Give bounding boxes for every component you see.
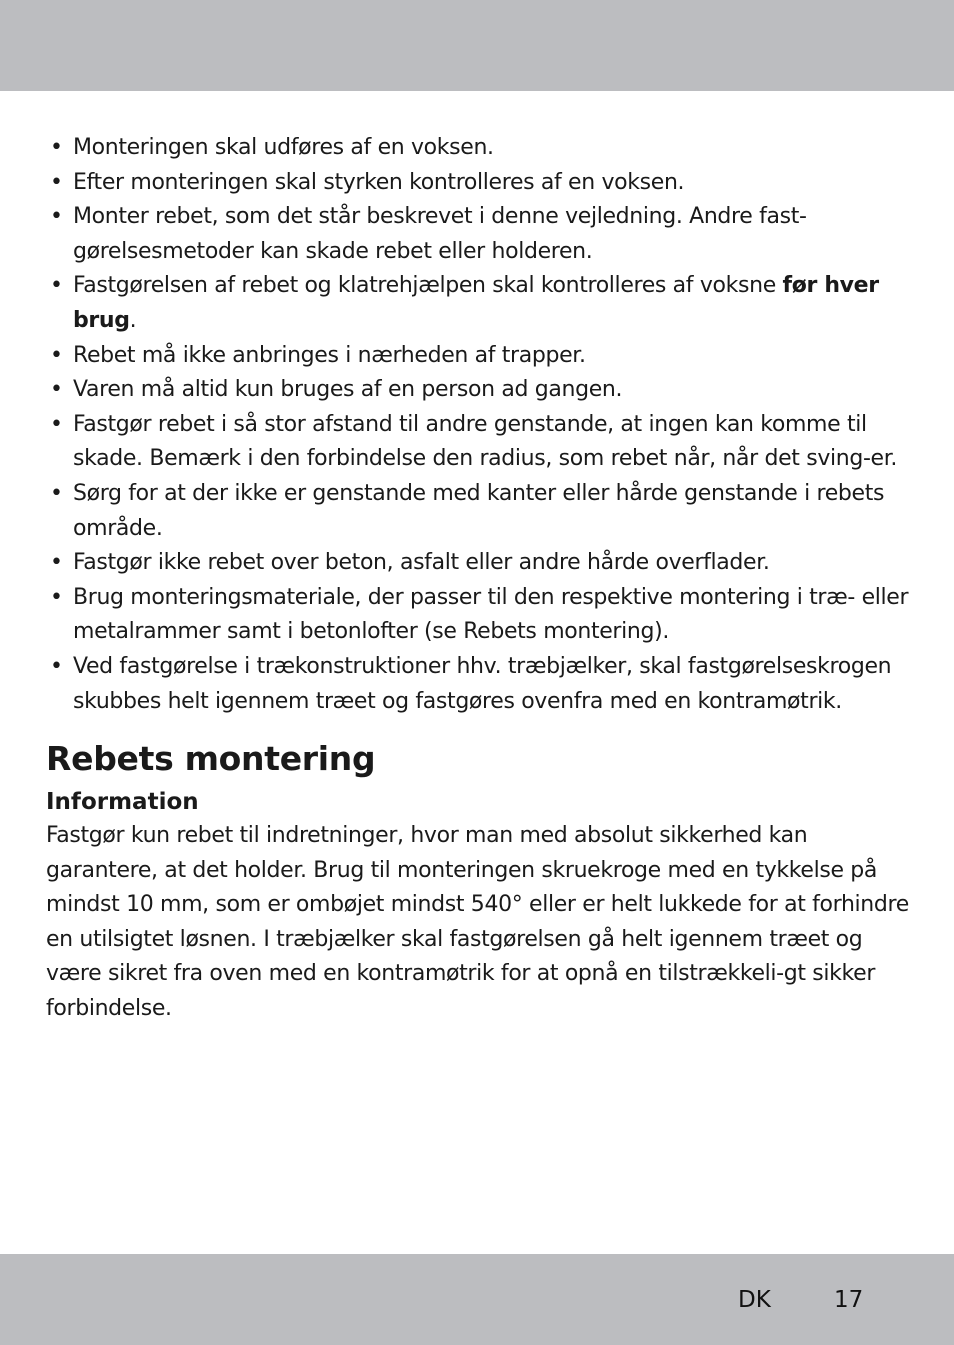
emphasis-text: før hver brug — [73, 273, 879, 333]
list-item: • Efter monteringen skal styrken kontrolleres af en voksen. — [46, 166, 916, 201]
bullet-icon: • — [50, 377, 63, 403]
list-item: • Sørg for at der ikke er genstande med kanter eller hårde genstande i rebets område. — [46, 477, 916, 546]
header-band — [0, 0, 954, 91]
page-content — [46, 131, 916, 1027]
list-item: • Monteringen skal udføres af en voksen. — [46, 131, 916, 166]
list-item: • Varen må altid kun bruges af en person ad gangen. — [46, 373, 916, 408]
section-title: Rebets montering — [46, 739, 376, 779]
bullet-icon: • — [50, 342, 63, 368]
information-paragraph: Fastgør kun rebet til indretninger, hvor man med absolut sikkerhed kan garantere, at det holder. Brug til monteringen skruekroge med en tykkelse på mindst 10 mm, som er ombøjet mindst 540° eller er helt lukkede for at forhindre en utilsigtet løsnen. I træbjælker skal fastgørelsen gå helt igennem træet og være sikret fra oven med en kontramøtrik for at opnå en tilstrækkeli-gt sikker forbindelse. — [46, 823, 909, 1022]
bullet-icon: • — [50, 169, 63, 195]
bullet-icon: • — [50, 653, 63, 679]
information-heading: Information — [46, 789, 199, 816]
language-code: DK — [738, 1287, 771, 1313]
page-number: 17 — [834, 1287, 864, 1313]
bullet-icon: • — [50, 480, 63, 506]
list-item: • Brug monteringsmateriale, der passer til den respektive montering i træ- eller metalrammer samt i betonlofter (se Rebets montering). — [46, 581, 916, 650]
bullet-icon: • — [50, 584, 63, 610]
bullet-icon: • — [50, 135, 63, 160]
list-item: • Fastgør rebet i så stor afstand til andre genstande, at ingen kan komme til skade. Bemærk i den forbindelse den radius, som rebet når, når det sving-er. — [46, 408, 916, 477]
list-item: • Monter rebet, som det står beskrevet i denne vejledning. Andre fast-gørelsesmetoder kan skade rebet eller holderen. — [46, 200, 916, 269]
list-item: • Fastgør ikke rebet over beton, asfalt eller andre hårde overflader. — [46, 546, 916, 581]
bullet-icon: • — [50, 550, 63, 576]
safety-bullet-list — [46, 131, 916, 719]
list-item: • Ved fastgørelse i trækonstruktioner hhv. træbjælker, skal fastgørelseskrogen skubbes helt igennem træet og fastgøres ovenfra med en kontramøtrik. — [46, 650, 916, 719]
footer-band — [0, 1254, 954, 1345]
list-item: • Fastgørelsen af rebet og klatrehjælpen skal kontrolleres af voksne før hver brug. — [46, 269, 916, 338]
list-item: • Rebet må ikke anbringes i nærheden af trapper. — [46, 339, 916, 374]
bullet-icon: • — [50, 273, 63, 299]
bullet-icon: • — [50, 204, 63, 230]
bullet-icon: • — [50, 411, 63, 437]
